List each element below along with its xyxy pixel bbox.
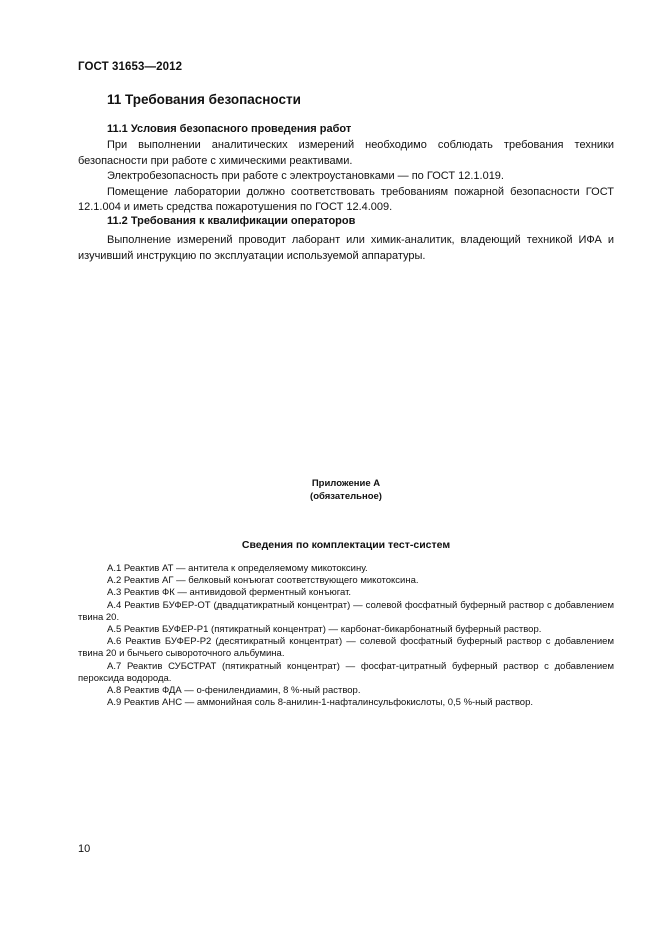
- subsection-title: 11.2 Требования к квалификации операторов: [107, 215, 356, 227]
- list-item: А.5 Реактив БУФЕР-Р1 (пятикратный концентрат) — карбонат-бикарбонатный буферный раствор.: [107, 624, 542, 636]
- page-number: 10: [78, 843, 91, 855]
- subsection-body: [78, 138, 614, 216]
- paragraph: Помещение лаборатории должно соответствовать требованиям пожарной безопасности ГОСТ 12.1.004 и иметь средства пожаротушения по ГОСТ 12.4.009.: [78, 185, 614, 213]
- list-item: А.7 Реактив СУБСТРАТ (пятикратный концентрат) — фосфат-цитратный буферный раствор с добавлением пероксида водорода.: [78, 660, 614, 684]
- list-item: А.1 Реактив АТ — антитела к определяемому микотоксину.: [107, 563, 368, 574]
- list-item: А.6 Реактив БУФЕР-Р2 (десятикратный концентрат) — солевой фосфатный буферный раствор с добавлением твина 20 и бычьего сывороточного альбумина.: [78, 636, 614, 660]
- section-title: 11 Требования безопасности: [107, 92, 301, 107]
- appendix-title: Сведения по комплектации тест-систем: [241, 539, 451, 551]
- paragraph: При выполнении аналитических измерений необходимо соблюдать требования техники безопасности при работе с химическими реактивами.: [78, 139, 614, 167]
- list-item: А.3 Реактив ФК — антивидовой ферментный конъюгат.: [107, 587, 352, 599]
- paragraph: Электробезопасность при работе с электроустановками — по ГОСТ 12.1.019.: [107, 170, 504, 182]
- subsection-body: [78, 233, 614, 264]
- subsection-title: 11.1 Условия безопасного проведения работ: [107, 123, 352, 135]
- list-item: А.8 Реактив ФДА — о-фенилендиамин, 8 %-ный раствор.: [107, 685, 361, 697]
- list-item: А.4 Реактив БУФЕР-ОТ (двадцатикратный концентрат) — солевой фосфатный буферный раствор с добавлением твина 20.: [78, 599, 614, 623]
- appendix-list: [78, 563, 614, 709]
- appendix-label: Приложение А: [311, 478, 381, 489]
- list-item: А.9 Реактив АНС — аммонийная соль 8-анилин-1-нафталинсульфокислоты, 0,5 %-ный раствор.: [107, 697, 534, 709]
- list-item: А.2 Реактив АГ — белковый конъюгат соответствующего микотоксина.: [107, 575, 419, 587]
- appendix-status: (обязательное): [310, 490, 382, 502]
- appendix-heading: [78, 478, 614, 503]
- paragraph: Выполнение измерений проводит лаборант или химик-аналитик, владеющий техникой ИФА и изучивший инструкцию по эксплуатации используемой аппаратуры.: [78, 234, 614, 262]
- document-header: ГОСТ 31653—2012: [78, 61, 183, 73]
